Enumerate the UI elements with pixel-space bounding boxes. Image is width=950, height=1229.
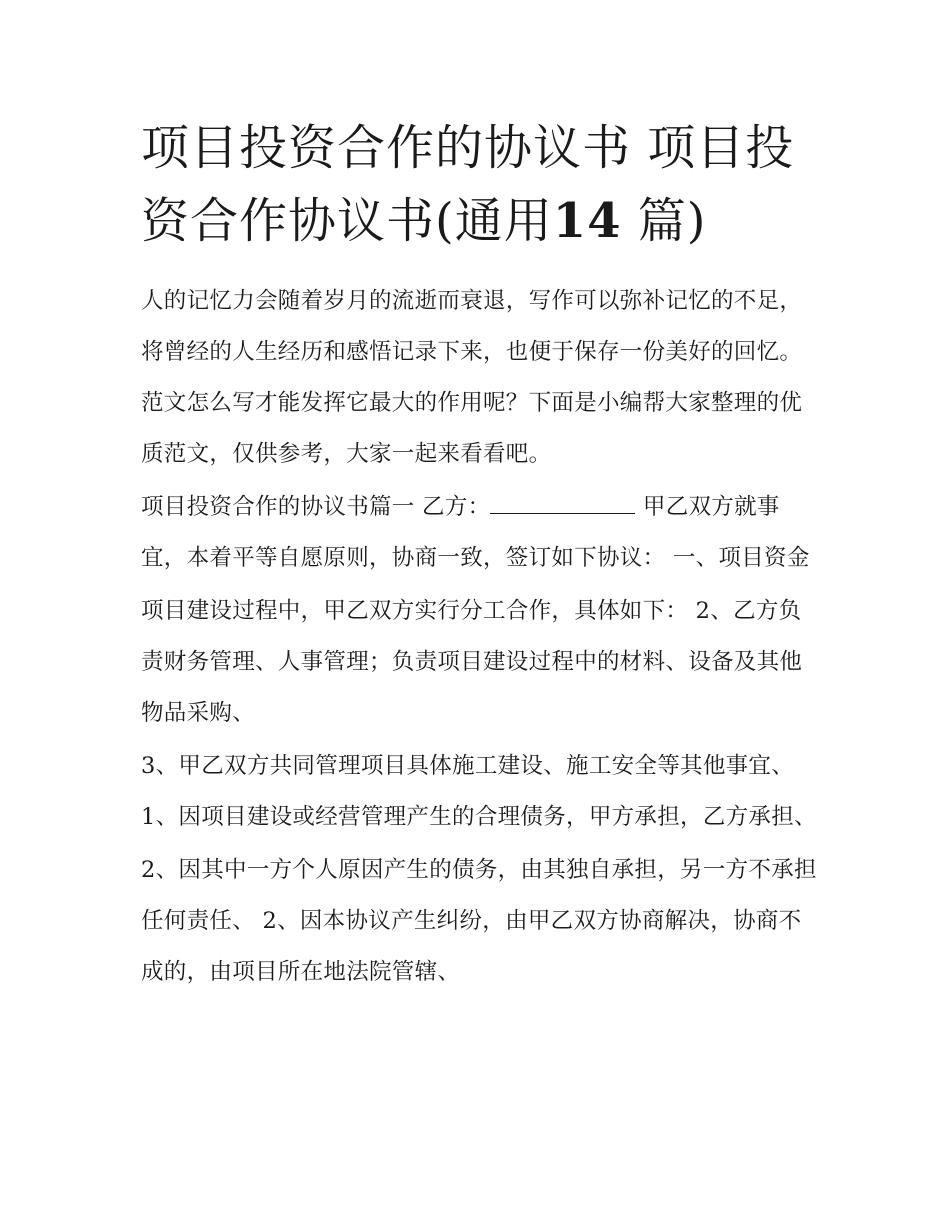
document-title (141, 112, 831, 258)
fill-in-blank-line (490, 493, 635, 514)
title-text: 项目投资合作的协议书 项目投资合作协议书(通用 (141, 120, 795, 249)
section-one-rest: 甲乙双方就事宜，本着平等自愿原则，协商一致，签订如下协议： 一、项目资金 (141, 494, 810, 571)
section-one-lead: 项目投资合作的协议书篇一 乙方： (141, 494, 491, 520)
section-one-paragraph (141, 482, 821, 584)
title-number: 14 (552, 193, 622, 249)
document-body (141, 276, 821, 1000)
liability-paragraph: 2、因其中一方个人原因产生的债务，由其独自承担，另一方不承担任何责任、 2、因本协议产生纠纷，由甲乙双方协商解决，协商不成的，由项目所在地法院管辖、 (141, 857, 817, 985)
management-paragraph: 3、甲乙双方共同管理项目具体施工建设、施工安全等其他事宜、 1、因项目建设或经营管理产生的合理债务，甲方承担，乙方承担、 (141, 753, 817, 830)
intro-paragraph: 人的记忆力会随着岁月的流逝而衰退，写作可以弥补记忆的不足，将曾经的人生经历和感悟记录下来，也便于保存一份美好的回忆。范文怎么写才能发挥它最大的作用呢？下面是小编帮大家整理的优质范文，仅供参考，大家一起来看看吧。 (141, 288, 803, 467)
title-suffix: 篇) (637, 193, 707, 249)
cooperation-paragraph: 项目建设过程中，甲乙双方实行分工合作，具体如下： 2、乙方负责财务管理、人事管理；负责项目建设过程中的材料、设备及其他物品采购、 (141, 598, 803, 726)
